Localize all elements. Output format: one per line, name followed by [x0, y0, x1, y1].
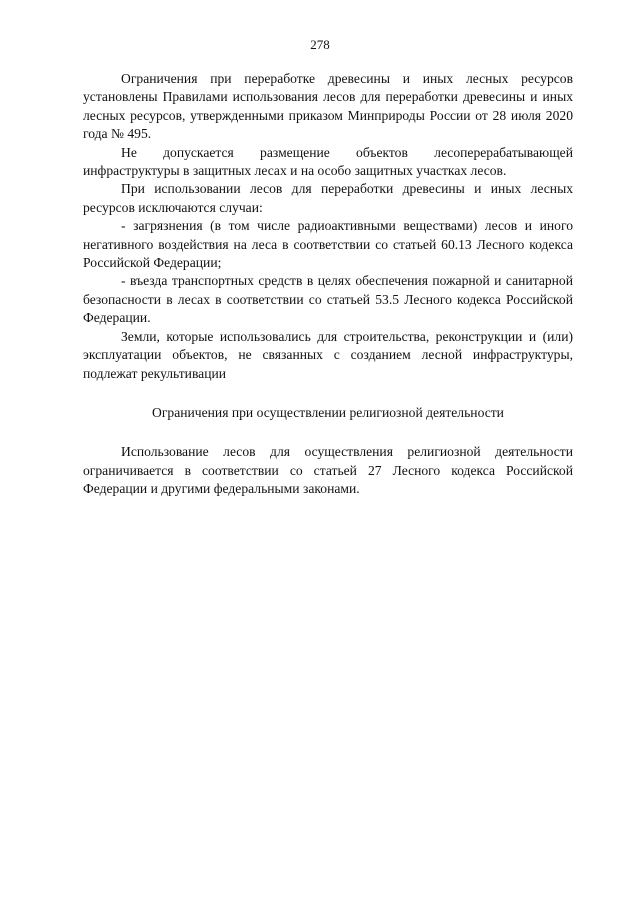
document-body [83, 70, 573, 499]
section-heading-religious-activity: Ограничения при осуществлении религиозной деятельности [152, 404, 504, 420]
paragraph-land-recultivation: Земли, которые использовались для строительства, реконструкции и (или) эксплуатации объектов, не связанных с созданием лесной инфраструктуры, подлежат рекультивации [83, 328, 573, 381]
paragraph-infrastructure-restriction: Не допускается размещение объектов лесоперерабатывающей инфраструктуры в защитных лесах и на особо защитных участках лесов. [83, 144, 573, 179]
paragraph-excluded-cases-intro: При использовании лесов для переработки древесины и иных лесных ресурсов исключаются случаи: [83, 181, 573, 215]
paragraph-religious-activity: Использование лесов для осуществления религиозной деятельности ограничивается в соответствии со статьей 27 Лесного кодекса Российской Федерации и другими федеральными законами. [83, 444, 573, 497]
page-number: 278 [310, 37, 330, 52]
list-item-pollution: - загрязнения (в том числе радиоактивными веществами) лесов и иного негативного воздействия на леса в соответствии со статьей 60.13 Лесного кодекса Российской Федерации; [83, 218, 573, 271]
list-item-vehicle-entry: - въезда транспортных средств в целях обеспечения пожарной и санитарной безопасности в лесах в соответствии со статьей 53.5 Лесного кодекса Российской Федерации. [83, 273, 573, 326]
paragraph-processing-rules: Ограничения при переработке древесины и иных лесных ресурсов установлены Правилами использования лесов для переработки древесины и иных лесных ресурсов, утвержденными приказом Минприроды России от 28 июля 2020 года № 495. [83, 71, 573, 142]
